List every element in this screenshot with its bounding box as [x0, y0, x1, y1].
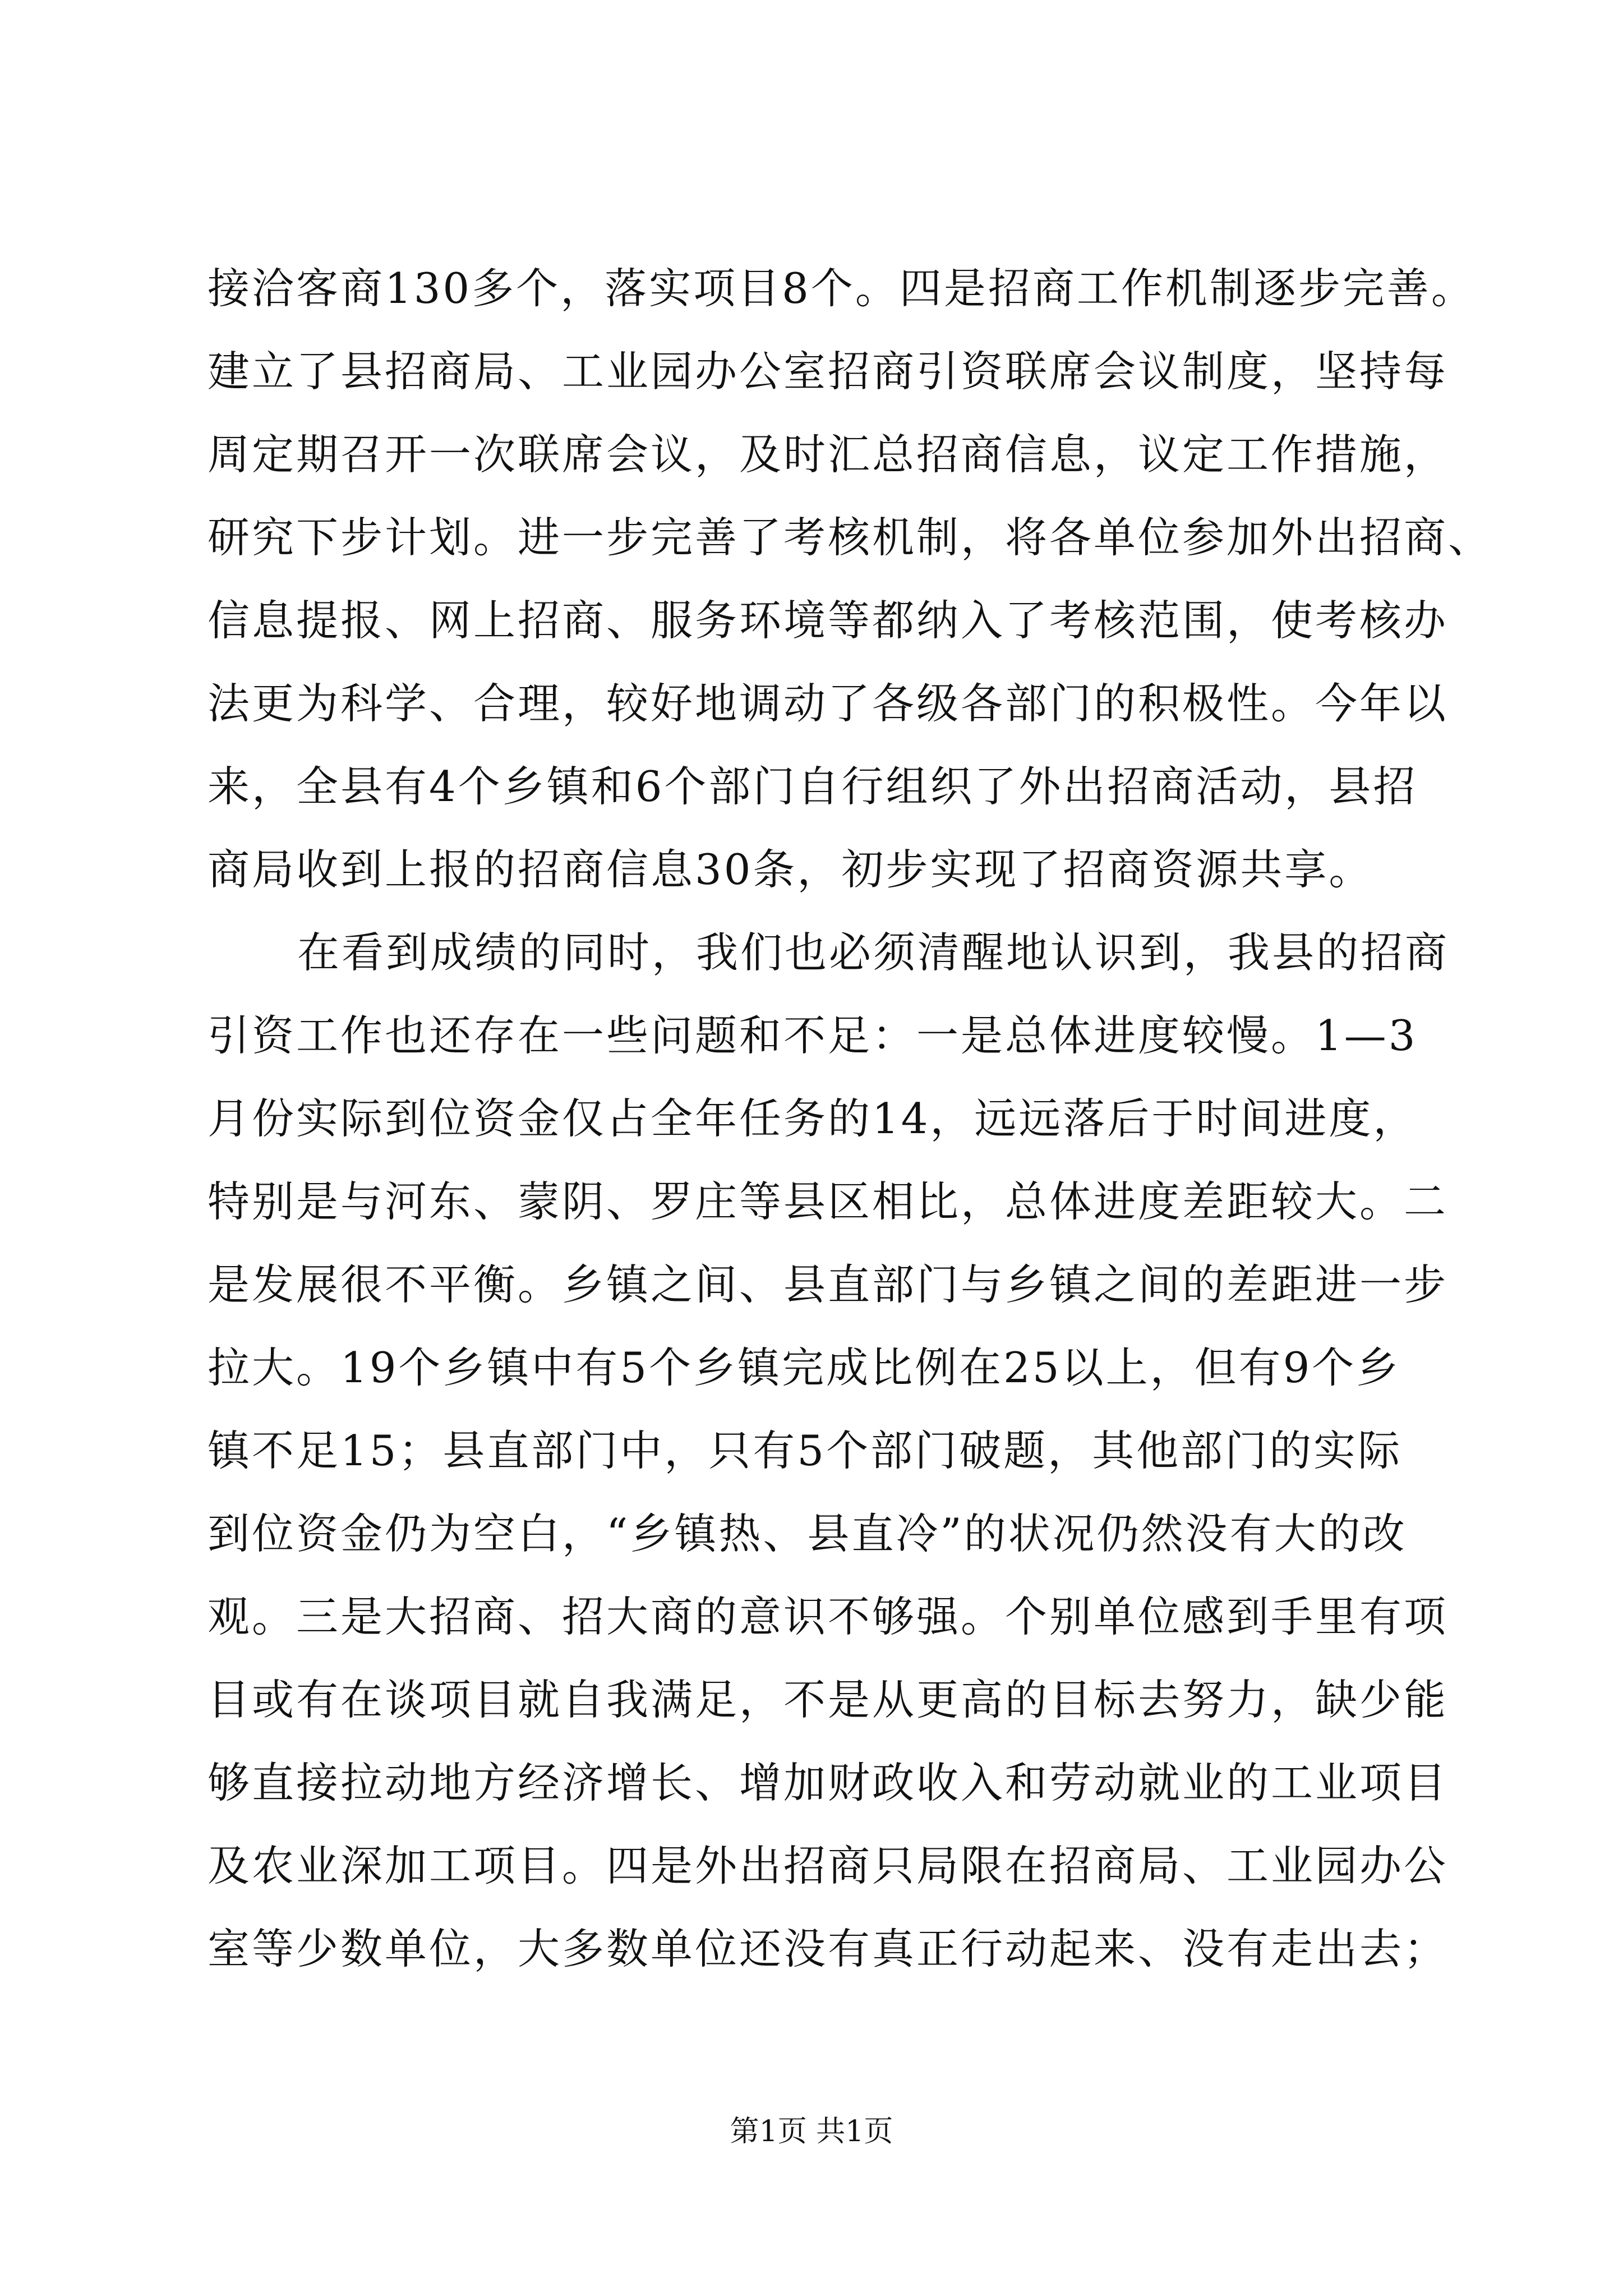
text-line: 到位资金仍为空白，“乡镇热、县直冷”的状况仍然没有大的改: [208, 1509, 1407, 1558]
text-line: 研究下步计划。进一步完善了考核机制，将各单位参加外出招商、: [208, 513, 1493, 562]
text-line: 是发展很不平衡。乡镇之间、县直部门与乡镇之间的差距进一步: [208, 1260, 1449, 1309]
text-line: 室等少数单位，大多数单位还没有真正行动起来、没有走出去；: [208, 1924, 1449, 1973]
text-line: 够直接拉动地方经济增长、增加财政收入和劳动就业的工业项目: [208, 1758, 1449, 1807]
paragraph-start-line: 在看到成绩的同时，我们也必须清醒地认识到，我县的招商: [297, 928, 1450, 977]
text-line: 特别是与河东、蒙阴、罗庄等县区相比，总体进度差距较大。二: [208, 1177, 1449, 1226]
text-line: 法更为科学、合理，较好地调动了各级各部门的积极性。今年以: [208, 679, 1449, 728]
text-line: 目或有在谈项目就自我满足，不是从更高的目标去努力，缺少能: [208, 1675, 1449, 1724]
text-line: 接洽客商130多个，落实项目8个。四是招商工作机制逐步完善。: [208, 264, 1476, 313]
text-line: 信息提报、网上招商、服务环境等都纳入了考核范围，使考核办: [208, 596, 1449, 645]
text-line: 来，全县有4个乡镇和6个部门自行组织了外出招商活动，县招: [208, 762, 1418, 811]
text-line: 商局收到上报的招商信息30条，初步实现了招商资源共享。: [208, 845, 1373, 894]
text-line: 观。三是大招商、招大商的意识不够强。个别单位感到手里有项: [208, 1592, 1449, 1641]
text-line: 建立了县招商局、工业园办公室招商引资联席会议制度，坚持每: [208, 347, 1449, 396]
text-line: 拉大。19个乡镇中有5个乡镇完成比例在25以上，但有9个乡: [208, 1343, 1401, 1392]
text-line: 月份实际到位资金仅占全年任务的14，远远落后于时间进度，: [208, 1094, 1418, 1143]
text-line: 及农业深加工项目。四是外出招商只局限在招商局、工业园办公: [208, 1841, 1449, 1890]
text-line: 镇不足15；县直部门中，只有5个部门破题，其他部门的实际: [208, 1426, 1403, 1475]
page-number-footer: 第1页 共1页: [730, 2115, 893, 2148]
text-line: 引资工作也还存在一些问题和不足：一是总体进度较慢。1—3: [208, 1011, 1418, 1060]
text-line: 周定期召开一次联席会议，及时汇总招商信息，议定工作措施，: [208, 430, 1449, 479]
body-text: [208, 247, 1493, 1990]
